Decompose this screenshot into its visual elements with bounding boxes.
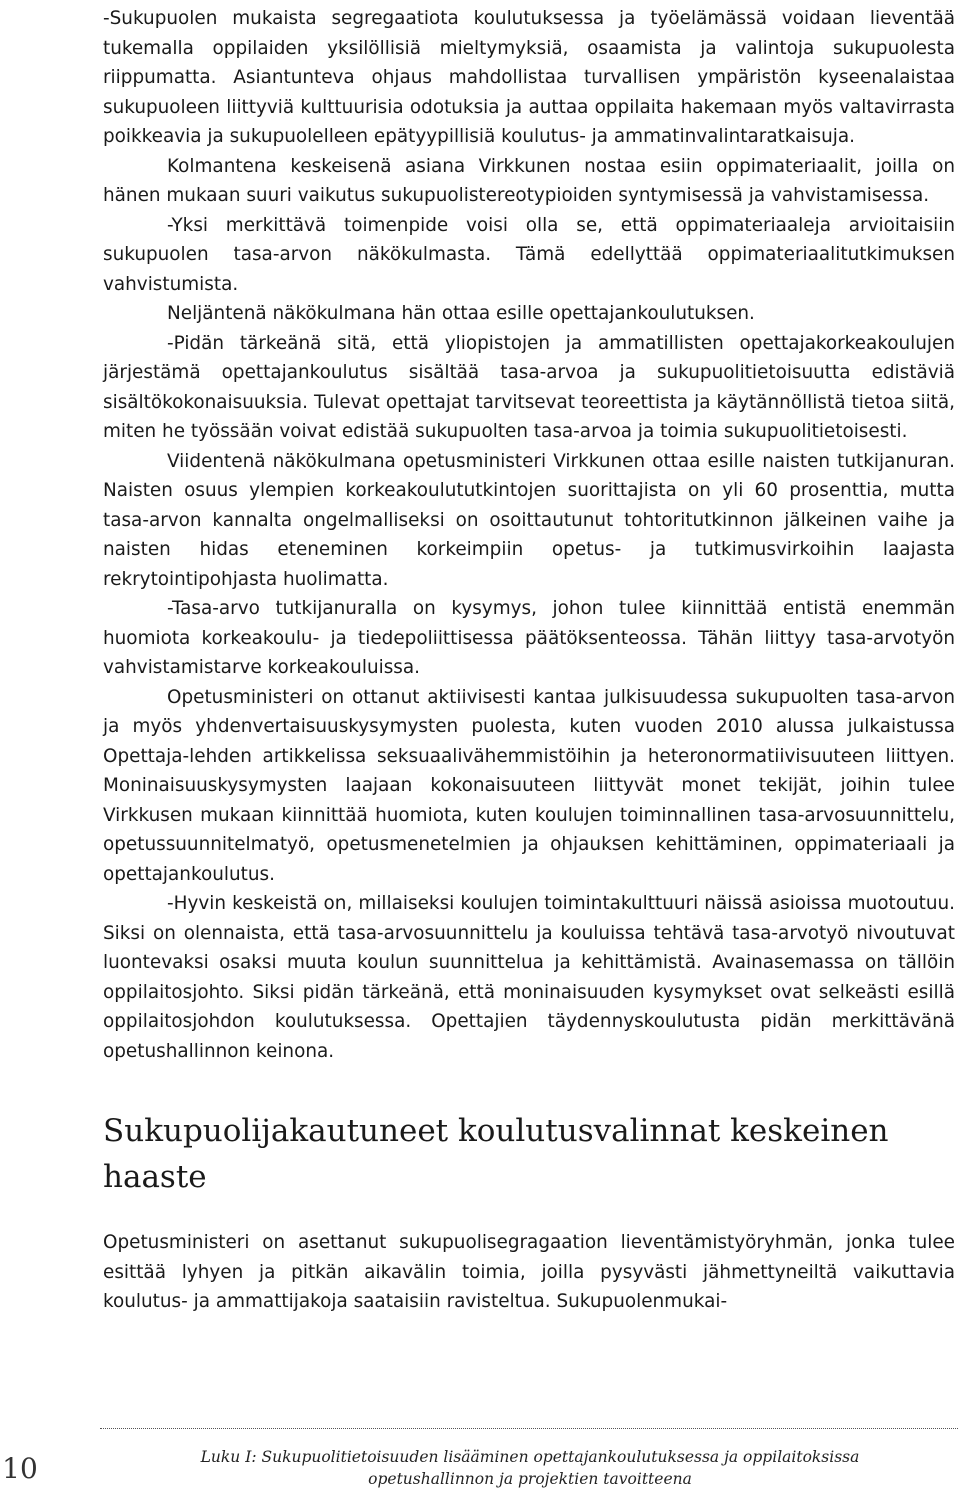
paragraph-9: -Hyvin keskeistä on, millaiseksi koulujen toimintakulttuuri näissä asioissa muotoutuu. Siksi on olennaista, että tasa-arvosuunnittelu ja kouluissa tehtävä tasa-arvotyö nivoutuvat luontevaksi osaksi muuta koulun suunnittelua ja kehittämistä. Avainasemassa on tällöin oppilaitosjohto. Siksi pidän tärkeänä, että moninaisuuden kysymykset ovat selkeästi esillä oppilaitosjohdon koulutuksessa. Opettajien täydennyskoulutusta pidän merkittävänä opetushallinnon keinona. [103, 893, 955, 1062]
section-heading: Sukupuolijakautuneet koulutusvalinnat keskeinen haaste [103, 1113, 889, 1195]
paragraph-7: -Tasa-arvo tutkijanuralla on kysymys, johon tulee kiinnittää entistä enemmän huomiota korkeakoulu- ja tiedepoliittisessa päätöksenteossa. Tähän liittyy tasa-arvotyön vahvistamistarve korkeakouluissa. [103, 598, 955, 678]
footer-caption [140, 1446, 920, 1490]
page-number: 10 [2, 1452, 38, 1485]
footer-line-2: opetushallinnon ja projektien tavoitteena [368, 1470, 692, 1488]
paragraph-1: -Sukupuolen mukaista segregaatiota koulutuksessa ja työelämässä voidaan lieventää tukemalla oppilaiden yksilöllisiä mieltymyksiä, osaamista ja valintoja sukupuolesta riippumatta. Asiantunteva ohjaus mahdollistaa turvallisen ympäristön kyseenalaistaa sukupuoleen liittyviä kulttuurisia odotuksia ja auttaa oppilaita hakemaan myös valtavirrasta poikkeavia ja sukupuolelleen epätyypillisiä koulutus- ja ammatinvalintaratkaisuja. [103, 8, 955, 147]
paragraph-6: Viidentenä näkökulmana opetusministeri Virkkunen ottaa esille naisten tutkijanuran. Naisten osuus ylempien korkeakoulututkintojen suorittajista on yli 60 prosenttia, mutta tasa-arvon kannalta ongelmalliseksi on osoittautunut tohtoritutkinnon jälkeinen vaihe ja naisten hidas eteneminen korkeimpiin opetus- ja tutkimusvirkoihin laajasta rekrytointipohjasta huolimatta. [103, 450, 955, 590]
paragraph-after-heading: Opetusministeri on asettanut sukupuolisegragaation lieventämistyöryhmän, jonka tulee esittää lyhyen ja pitkän aikavälin toimia, joilla pysyvästi jähmettyneiltä vaikuttavia koulutus- ja ammattijakoja saataisiin ravisteltua. Sukupuolenmukai- [103, 1232, 955, 1312]
footer-divider [100, 1428, 958, 1429]
paragraph-2: Kolmantena keskeisenä asiana Virkkunen nostaa esiin oppimateriaalit, joilla on hänen mukaan suuri vaikutus sukupuolistereotypioiden syntymisessä ja vahvistamisessa. [103, 155, 955, 206]
paragraph-8: Opetusministeri on ottanut aktiivisesti kantaa julkisuudessa sukupuolten tasa-arvon ja myös yhdenvertaisuuskysymysten puolesta, kuten vuoden 2010 alussa julkaistussa Opettaja-lehden artikkelissa seksuaalivähemmistöihin ja heteronormatiivisuuteen liittyen. Moninaisuuskysymysten laajaan kokonaisuuteen liittyvät monet tekijät, joihin tulee Virkkusen mukaan kiinnittää huomiota, kuten koulujen toiminnallinen tasa-arvosuunnittelu, opetussuunnitelmatyö, opetusmenetelmien ja ohjauksen kehittäminen, oppimateriaali ja opettajankoulutus. [103, 686, 955, 885]
footer-line-1: Luku I: Sukupuolitietoisuuden lisääminen opettajankoulutuksessa ja oppilaitoksissa [200, 1448, 860, 1466]
paragraph-4: Neljäntenä näkökulmana hän ottaa esille opettajankoulutuksen. [167, 303, 755, 324]
page-body [103, 4, 955, 1317]
paragraph-3: -Yksi merkittävä toimenpide voisi olla se, että oppimateriaaleja arvioitaisiin sukupuolen tasa-arvon näkökulmasta. Tämä edellyttää oppimateriaalitutkimuksen vahvistumista. [103, 214, 955, 295]
paragraph-5: -Pidän tärkeänä sitä, että yliopistojen ja ammatillisten opettajakorkeakoulujen järjestämä opettajankoulutus sisältää tasa-arvoa ja sukupuolitietoisuutta edistäviä sisältökokonaisuuksia. Tulevat opettajat tarvitsevat teoreettista ja käytännöllistä tietoa siitä, miten he työssään voivat edistää sukupuolten tasa-arvoa ja toimia sukupuolitietoisesti. [103, 332, 955, 442]
